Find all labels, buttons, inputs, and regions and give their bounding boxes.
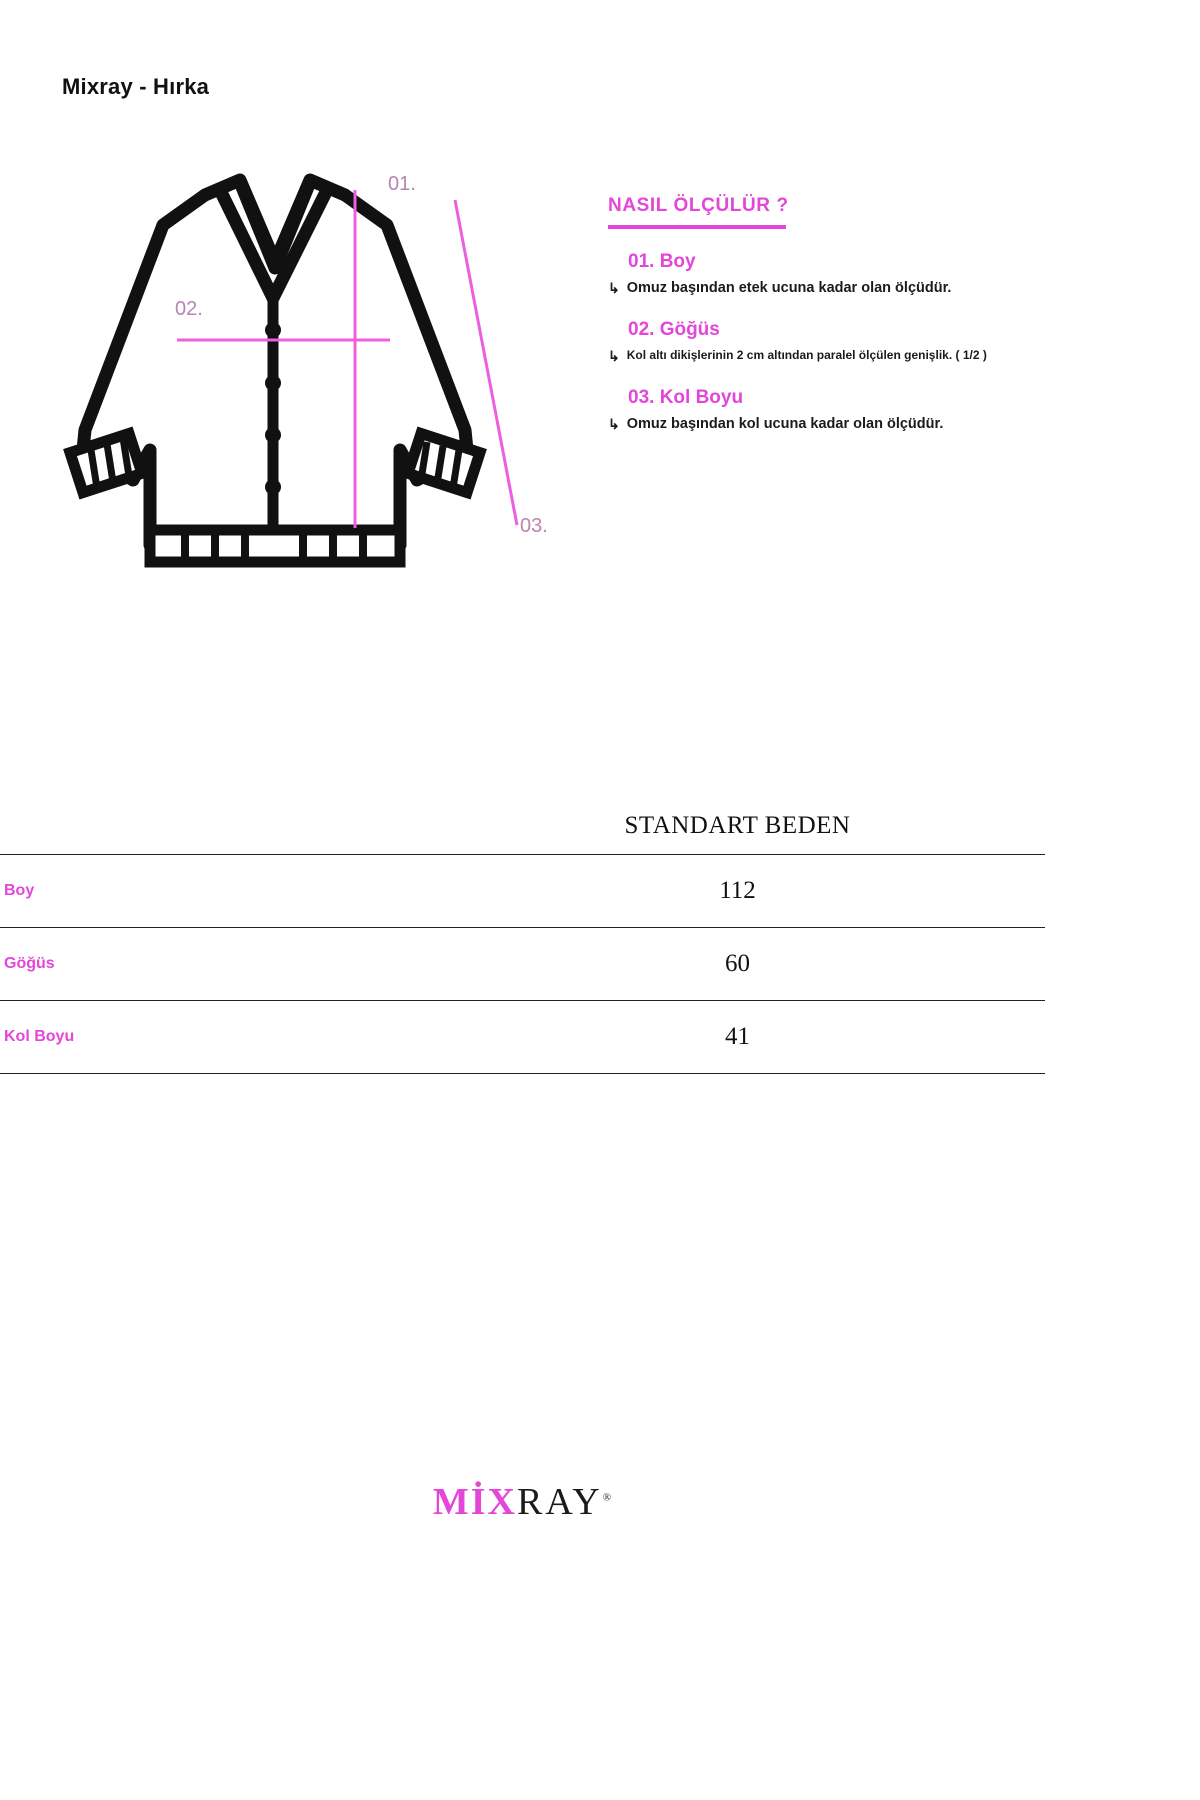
arrow-icon: ↳	[608, 280, 620, 296]
measure-item-desc-row	[608, 416, 1048, 433]
measure-item-description: Kol altı dikişlerinin 2 cm altından paralel ölçülen genişlik. ( 1/2 )	[626, 348, 987, 363]
measure-item-description: Omuz başından kol ucuna kadar olan ölçüdür.	[626, 416, 944, 433]
callout-02: 02.	[175, 298, 203, 320]
page-title: Mixray - Hırka	[62, 74, 210, 99]
brand-logo-ray: RAY	[517, 1481, 603, 1523]
table-header-row	[0, 800, 1045, 855]
arrow-icon: ↳	[608, 416, 620, 433]
registered-mark: ®	[602, 1491, 613, 1504]
arrow-icon: ↳	[608, 348, 620, 365]
measure-item-boy	[608, 251, 1048, 297]
callout-01: 01.	[388, 173, 416, 195]
row-value-gogus: 60	[430, 928, 1045, 1001]
brand-logo	[0, 1480, 1045, 1524]
callout-03: 03.	[520, 515, 548, 537]
measure-item-desc-row	[608, 280, 1048, 297]
row-label-kol-boyu: Kol Boyu	[0, 1001, 430, 1074]
measure-item-title: 01. Boy	[628, 251, 696, 272]
garment-illustration	[55, 150, 575, 580]
row-value-kol-boyu: 41	[430, 1001, 1045, 1074]
column-header-blank	[0, 800, 430, 855]
how-to-measure-panel	[608, 195, 1048, 434]
measure-item-description: Omuz başından etek ucuna kadar olan ölçüdür.	[626, 280, 952, 296]
how-to-measure-heading: NASIL ÖLÇÜLÜR ?	[608, 195, 789, 216]
brand-logo-mix: MİX	[432, 1481, 517, 1523]
cardigan-icon	[70, 180, 480, 562]
measure-item-title: 03. Kol Boyu	[628, 387, 744, 409]
heading-underline	[608, 225, 786, 229]
column-header-standart-beden: STANDART BEDEN	[430, 800, 1045, 855]
measure-item-kol-boyu	[608, 387, 1048, 433]
measure-item-title: 02. Göğüs	[628, 319, 720, 341]
row-label-gogus: Göğüs	[0, 928, 430, 1001]
table-row	[0, 855, 1045, 928]
measure-item-desc-row	[608, 348, 1048, 365]
table-row	[0, 928, 1045, 1001]
table-row	[0, 1001, 1045, 1074]
row-label-boy: Boy	[0, 855, 430, 928]
row-value-boy: 112	[430, 855, 1045, 928]
size-table	[0, 800, 1045, 1074]
measure-item-gogus	[608, 319, 1048, 365]
